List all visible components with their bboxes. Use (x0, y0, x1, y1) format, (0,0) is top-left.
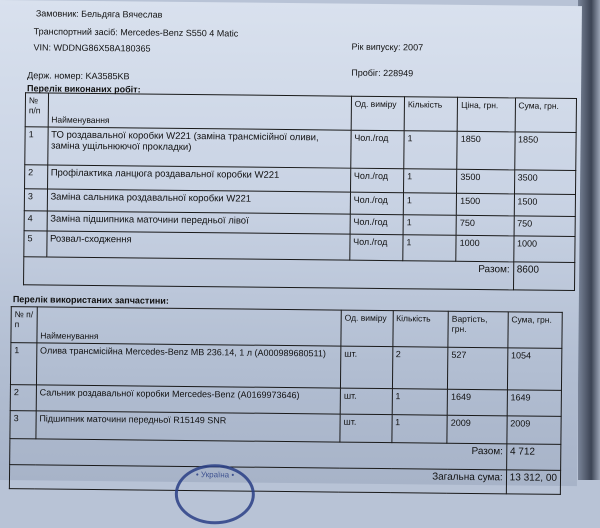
col-price: Ціна, грн. (457, 97, 515, 132)
part-name: Підшипник маточини передньої R15149 SNR (36, 411, 341, 442)
work-name: Заміна сальника роздавальної коробки W221 (47, 189, 350, 214)
mileage-line: Пробіг: 228949 (351, 67, 414, 79)
table-row: 4 Заміна підшипника маточини передньої лівої Чол./год 1 750 750 (24, 211, 575, 237)
parts-section-title: Перелік використаних запчастини: (12, 294, 169, 306)
parts-header-row (11, 307, 562, 349)
col-qty: Кількість (392, 311, 448, 348)
vin-line: VIN: WDDNG86X58A180365 (33, 42, 151, 54)
col-cost: Вартість, грн. (448, 311, 508, 348)
parts-table (9, 306, 563, 495)
col-name: Найменування (37, 307, 342, 346)
work-name: Розвал-сходження (46, 231, 349, 260)
customer-line: Замовник: Бельдяга Вячеслав (35, 8, 163, 20)
works-section-title: Перелік виконаних робіт: (27, 83, 141, 95)
parts-total-label: Разом: (447, 443, 507, 470)
table-row: 3 Підшипник маточини передньої R15149 SNR шт. 1 2009 2009 (10, 411, 561, 445)
work-name: Заміна підшипника маточини передньої лівої (47, 211, 350, 234)
table-row: 5 Розвал-сходження Чол./год 1 1000 1000 (24, 231, 575, 263)
stamp-text: • Україна • (195, 470, 235, 480)
table-row: 2 Сальник роздавальної коробки Mercedes-Benz (A0169973646) шт. 1 1649 1649 (10, 385, 561, 417)
part-name: Сальник роздавальної коробки Mercedes-Benz (A0169973646) (36, 385, 340, 414)
works-total-label: Разом: (456, 261, 514, 290)
official-stamp (175, 464, 256, 525)
parts-total-value: 4 712 (506, 444, 561, 471)
col-number: № п/п (25, 93, 48, 127)
vehicle-line: Транспортний засіб: Mercedes-Benz S550 4 Matic (33, 26, 239, 39)
year-line: Рік випуску: 2007 (351, 41, 424, 53)
col-sum: Сума, грн. (508, 312, 563, 349)
table-row: 1 Олива трансмісійна Mercedes-Benz MB 236.14, 1 л (A000989680511) шт. 2 527 1054 (10, 343, 561, 391)
work-name: ТО роздавальної коробки W221 (заміна трансмісійної оливи, заміна ущільнюючої прокладки) (47, 127, 351, 168)
grand-total-value: 13 312, 00 (506, 470, 561, 495)
grand-total-label: Загальна сума: (391, 469, 506, 494)
col-unit: Од. виміру (341, 310, 393, 347)
col-number: № п/п (11, 307, 37, 343)
table-row: 2 Профілактика ланцюга роздавальної коробки W221 Чол./год 1 3500 3500 (25, 165, 576, 195)
works-header-row (25, 93, 576, 133)
works-total-row (24, 257, 575, 291)
table-row: 3 Заміна сальника роздавальної коробки W221 Чол./год 1 1500 1500 (24, 189, 575, 217)
work-name: Профілактика ланцюга роздавальної коробки W221 (47, 165, 350, 192)
col-sum: Сума, грн. (515, 98, 577, 133)
background-surface (578, 0, 600, 480)
col-qty: Кількість (404, 97, 458, 132)
col-name: Найменування (48, 93, 351, 130)
works-table (23, 92, 577, 291)
col-unit: Од. виміру (351, 96, 405, 131)
plate-line: Держ. номер: KA3585KB (27, 70, 130, 82)
part-name: Олива трансмісійна Mercedes-Benz MB 236.14, 1 л (A000989680511) (36, 343, 341, 388)
works-total-value: 8600 (513, 262, 575, 291)
table-row: 1 ТО роздавальної коробки W221 (заміна трансмісійної оливи, заміна ущільнюючої прокладки) Чол./год 1 1850 1850 (25, 127, 576, 171)
